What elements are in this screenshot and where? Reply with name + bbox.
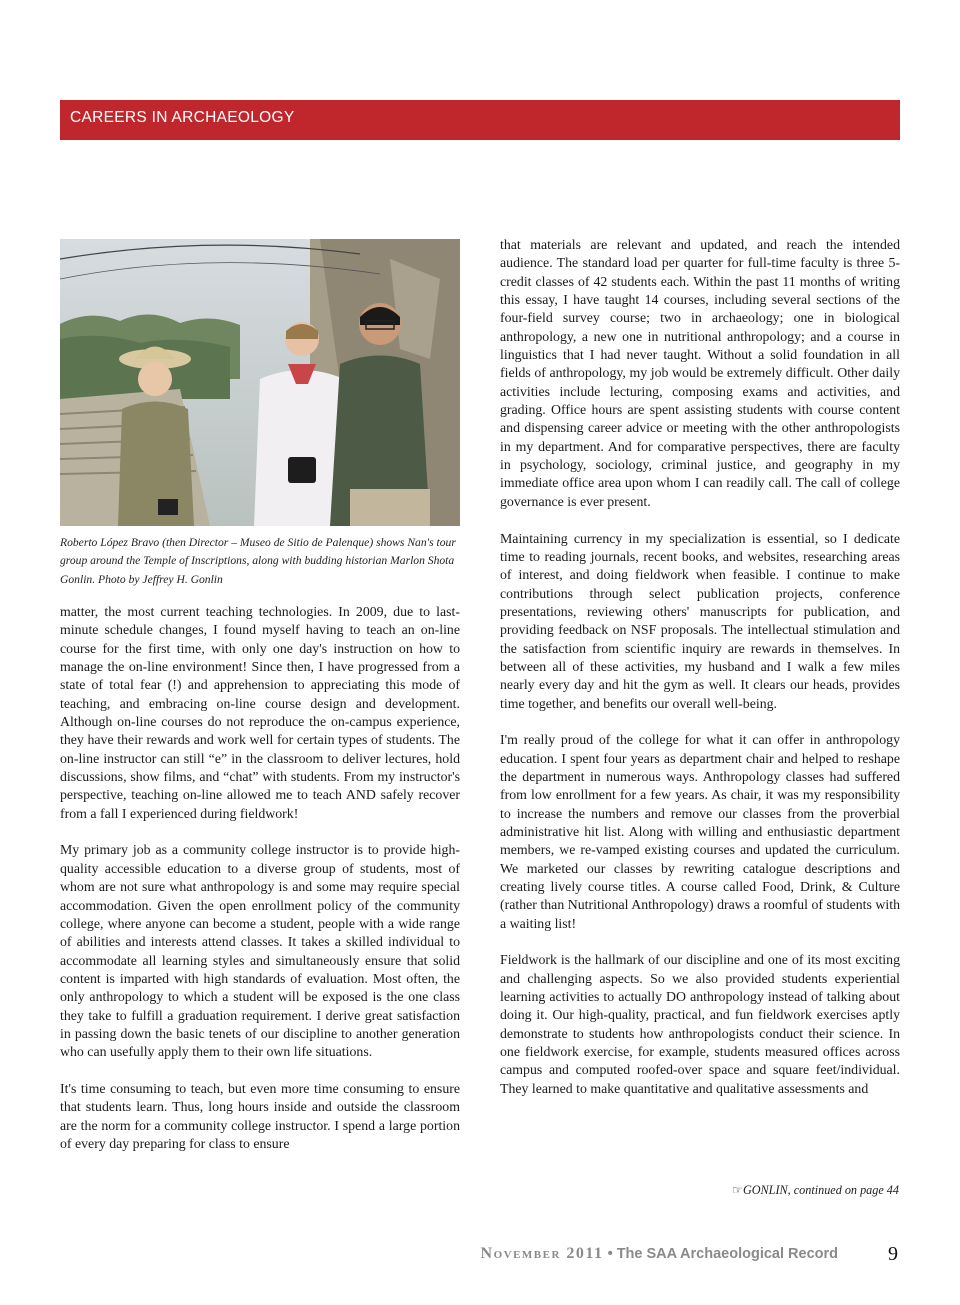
photo-caption: Roberto López Bravo (then Director – Museo de Sitio de Palenque) shows Nan's tour group around the Temple of Inscriptions, along with budding historian Marlon Shota Gonlin. Photo by Jeffrey H. Gonlin bbox=[60, 536, 456, 586]
publication-title: The SAA Archaeological Record bbox=[616, 1246, 838, 1262]
page-number: 9 bbox=[888, 1243, 898, 1265]
left-paragraph-1: matter, the most current teaching technologies. In 2009, due to last-minute schedule changes, I found myself having to teach an on-line course for the first time, with only one day's instruction on how to manage the on-line environment! Since then, I have progressed from a state of total fear (!) and apprehension to appreciating this mode of teaching, and embracing on-line course design and development. Although on-line courses do not reproduce the on-campus experience, they have their rewards and work well for certain types of students. The on-line instructor can still “e” in the classroom to deliver lectures, hold discussions, show films, and “chat” with students. From my instructor's perspective, teaching on-line allowed me to teach AND safely recover from a fall I experienced during fieldwork! bbox=[60, 604, 460, 821]
right-paragraph-2: Maintaining currency in my specialization is essential, so I dedicate time to reading journals, recent books, and websites, researching areas of interest, and doing fieldwork when feasible. I continue to make contributions through select publication projects, conference presentations, reviewing others' manuscripts for publication, and providing feedback on NSF proposals. The intellectual stimulation and the satisfaction from scientific inquiry are rewards in themselves. In between all of these activities, my husband and I walk a few miles nearly every day and hit the gym as well. It clears our heads, provides time together, and benefits our overall well-being. bbox=[500, 530, 900, 711]
left-column bbox=[60, 603, 460, 1172]
right-paragraph-1: that materials are relevant and updated, and reach the intended audience. The standard load per quarter for full-time faculty is three 5-credit classes of 42 students each. Within the past 11 months of writing this essay, I have taught 14 courses, including several sections of the four-field survey course; two in archaeology; one in biological anthropology, a new one in nutritional anthropology; and a course in linguistics that I had never taught. Without a solid foundation in all fields of anthropology, my job would be extremely difficult. Other daily activities include lecturing, composing exams and activities, and grading. Office hours are spent assisting students with course content and dispensing career advice or meeting with the other anthropologists in my department. And for comparative perspectives, there are faculty in psychology, sociology, criminal justice, and geography in my immediate office area upon whom I can readily call. The call of college governance is ever present. bbox=[500, 237, 900, 509]
continued-note[interactable] bbox=[732, 1183, 899, 1198]
right-paragraph-3: I'm really proud of the college for what it can offer in anthropology education. I spent four years as department chair and helped to reshape the department in numerous ways. Anthropology classes had suffered from low enrollment for a few years. As chair, it was my responsibility to increase the numbers and remove our classes from the proverbial administrative hit list. Along with willing and enthusiastic department members, we re-vamped existing courses and updated the curriculum. We marketed our classes by rewriting catalogue descriptions and creating lively course titles. A course called Food, Drink, & Culture (rather than Nutritional Anthropology) draws a roomful of students with a waiting list! bbox=[500, 732, 900, 931]
footer-separator: • bbox=[607, 1246, 613, 1262]
group-photo bbox=[60, 239, 460, 526]
issue-date: November 2011 bbox=[480, 1245, 604, 1262]
page-footer bbox=[481, 1245, 838, 1263]
section-banner bbox=[60, 100, 900, 140]
pointing-hand-icon: ☞ bbox=[732, 1183, 743, 1197]
section-title: CAREERS IN ARCHAEOLOGY bbox=[70, 109, 295, 126]
continued-text: GONLIN, continued on page 44 bbox=[742, 1183, 899, 1197]
left-paragraph-3: It's time consuming to teach, but even more time consuming to ensure that students learn. Thus, long hours inside and outside the classroom are the norm for a community college instructor. I spend a large portion of every day preparing for class to ensure bbox=[60, 1080, 460, 1151]
right-column bbox=[500, 236, 900, 1117]
left-paragraph-2: My primary job as a community college instructor is to provide high-quality accessible education to a diverse group of students, most of whom are not sure what anthropology is and some may require special accommodation. Given the open enrollment policy of the community college, where anyone can become a student, people with a wide range of abilities and interests attend classes. It takes a skilled individual to accommodate all learning styles and simultaneously ensure that solid content is imparted with high standards of evaluation. Most often, the only anthropology to which a student will be exposed is the one class they take to fulfill a graduation requirement. I derive great satisfaction in passing down the basic tenets of our discipline to another generation who can usefully apply them to their own life situations. bbox=[60, 842, 460, 1060]
right-paragraph-4: Fieldwork is the hallmark of our discipline and one of its most exciting and challenging aspects. So we also provided students experiential learning activities to actually DO anthropology instead of talking about doing it. Our high-quality, practical, and fun fieldwork exercises aptly demonstrate to students how anthropologists conduct their science. In one fieldwork exercise, for example, students measured offices across campus and computed roofed-over space and square feet/individual. They learned to make quantitative and qualitative assessments and bbox=[500, 952, 900, 1096]
